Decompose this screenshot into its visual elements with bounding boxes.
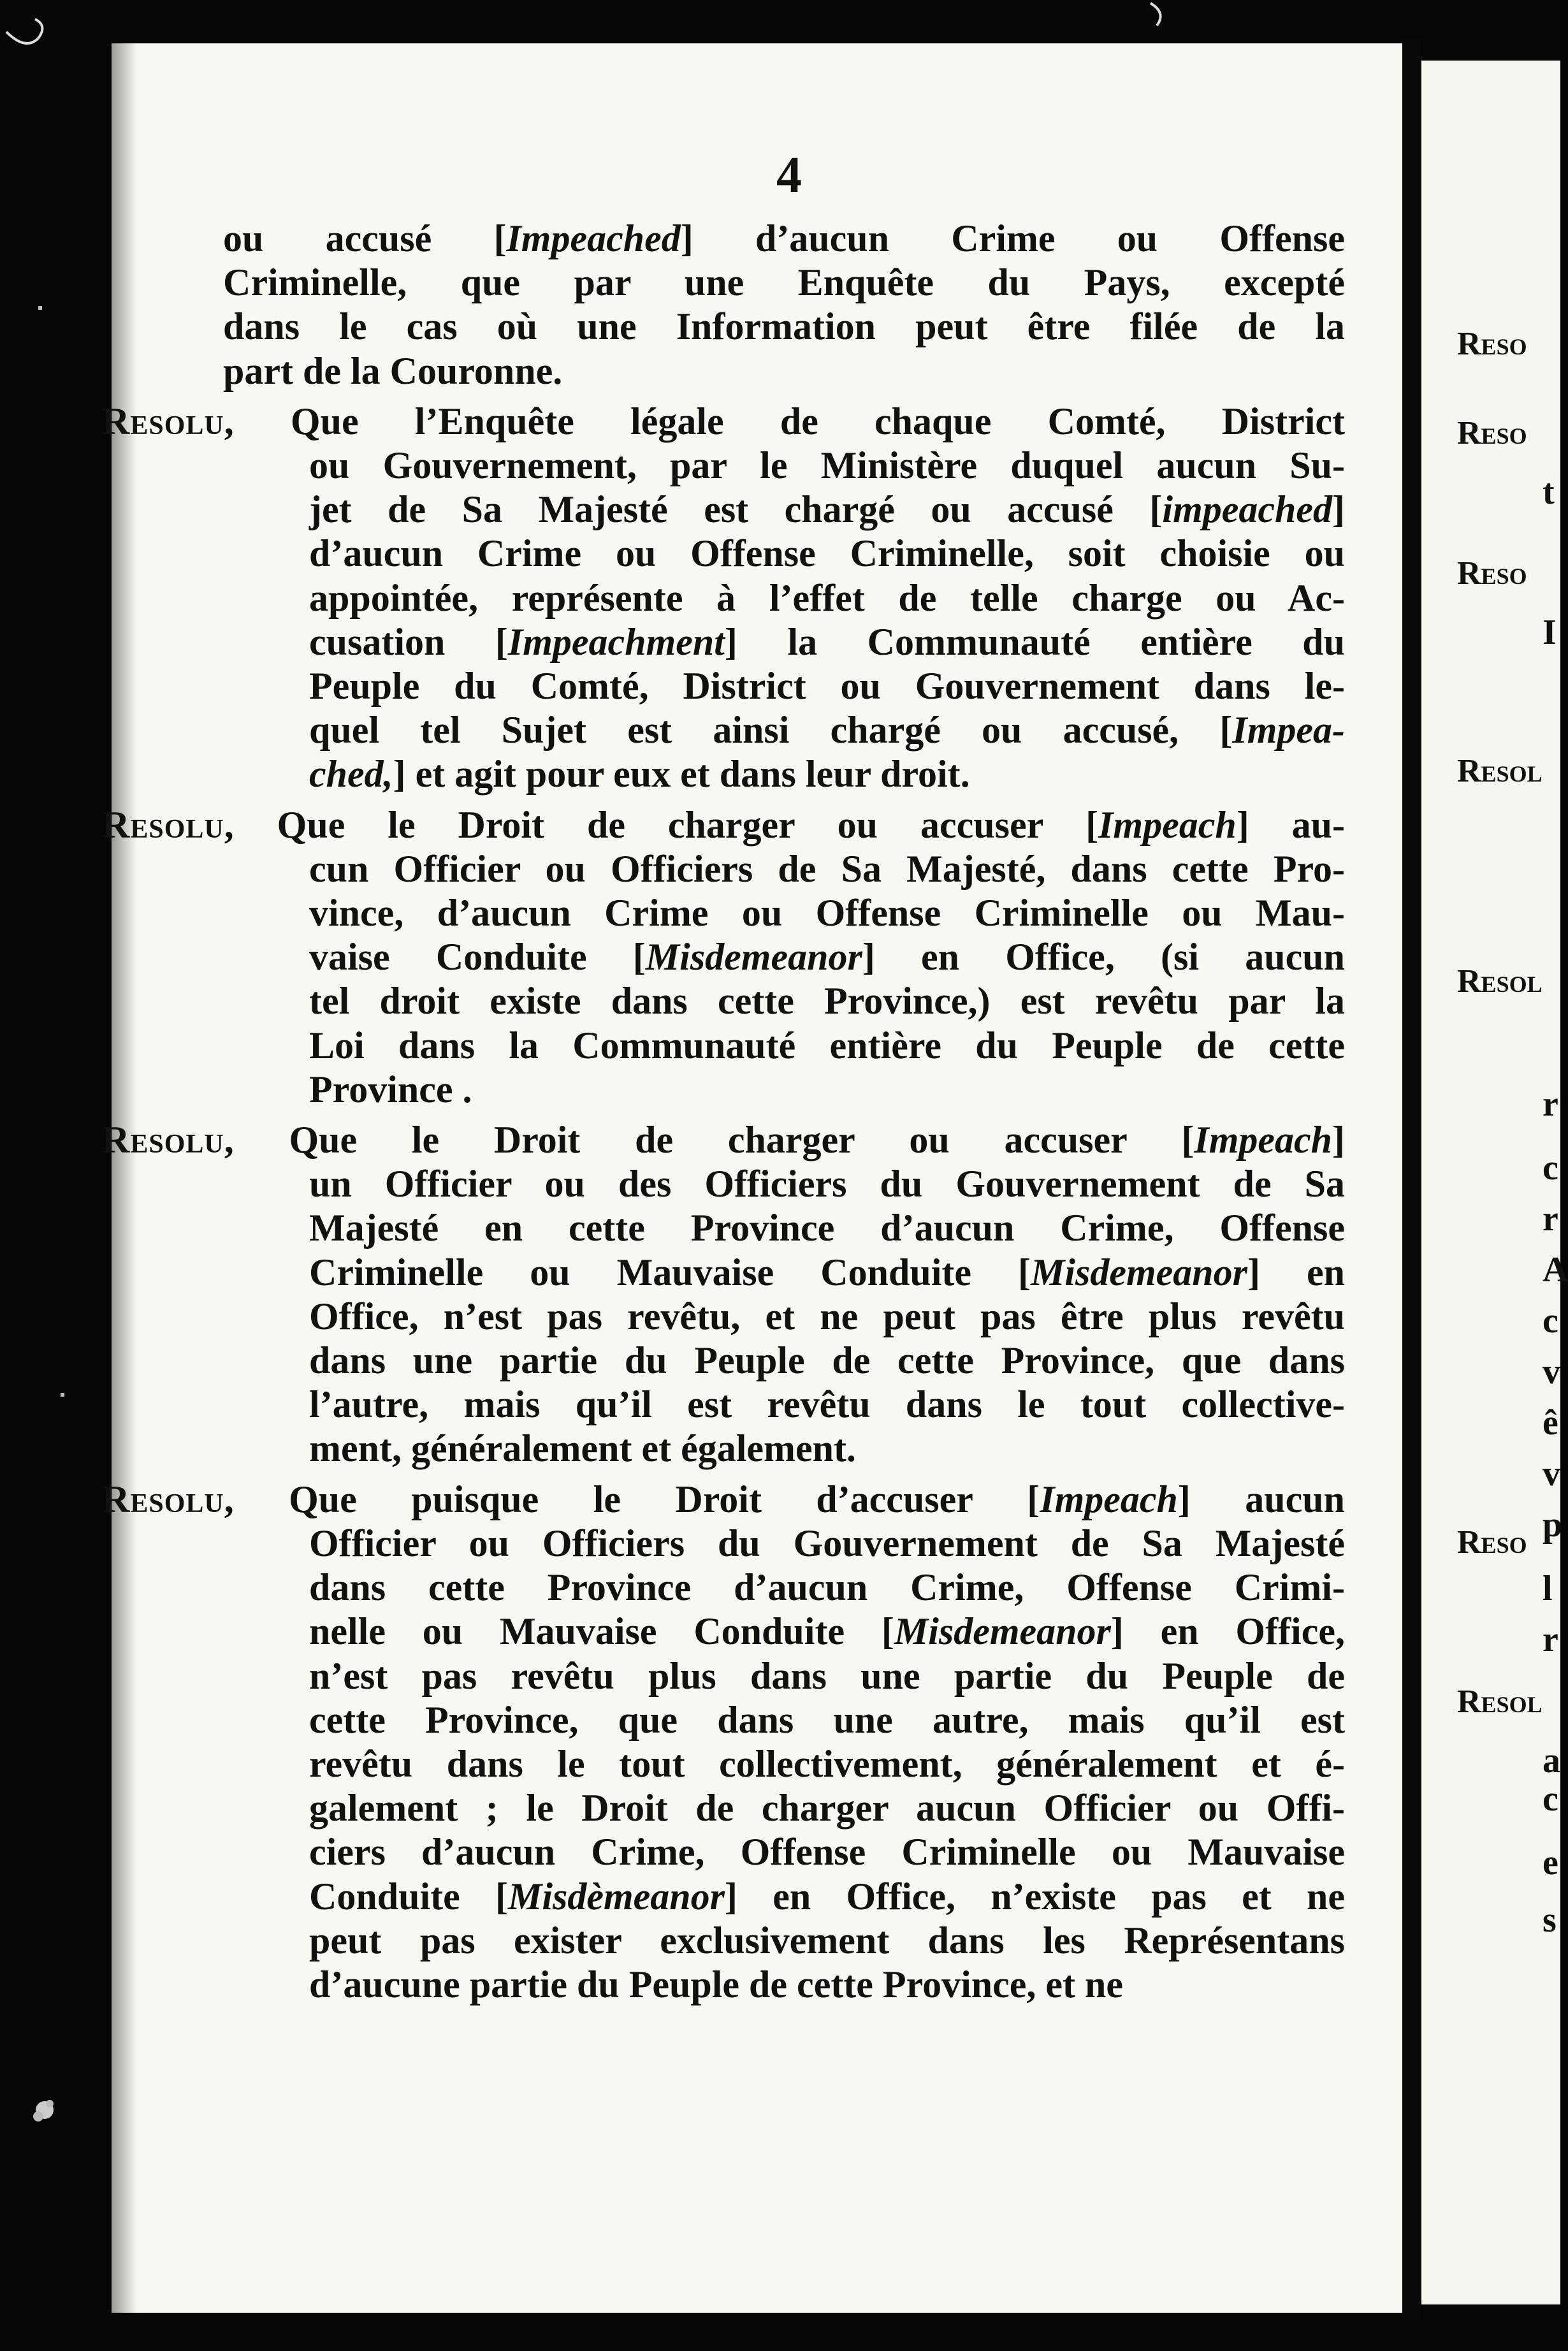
text-run: n’est pas revêtu plus dans une partie du Peuple de	[309, 1654, 1345, 1697]
text-run: quel tel Sujet est ainsi chargé ou accusé, [	[309, 709, 1233, 752]
text-run: cun Officier ou Officiers de Sa Majesté, dans cette Pro-	[309, 847, 1345, 890]
text-line	[223, 1830, 1345, 1874]
text-line	[223, 576, 1345, 620]
text-line	[223, 1383, 1345, 1427]
text-line	[223, 1251, 1345, 1295]
text-line	[223, 1654, 1345, 1698]
text-line	[223, 1919, 1345, 1963]
text-line	[223, 1610, 1345, 1654]
text-line	[223, 1339, 1345, 1383]
facing-page	[1421, 61, 1563, 2304]
text-line	[223, 217, 1345, 261]
text-run: dans cette Province d’aucun Crime, Offense Crimi-	[309, 1566, 1345, 1609]
text-line	[223, 532, 1345, 576]
resolution-paragraph	[102, 1478, 1346, 2007]
text-run: ] en Office, n’existe pas et ne	[725, 1875, 1346, 1918]
facing-page-fragment: e	[1543, 1843, 1558, 1882]
text-run: cette Province, que dans une autre, mais qu’il est	[309, 1698, 1345, 1741]
page-edge-shadow	[112, 43, 137, 2313]
page-number: 4	[776, 147, 802, 203]
facing-page-fragment: Reso	[1457, 1524, 1527, 1561]
italic-term: Misdemeanor	[894, 1610, 1111, 1653]
italic-term: Impeachment	[507, 620, 725, 663]
resolution-label: Resolu,	[102, 803, 235, 846]
text-run: ment, généralement et également.	[309, 1427, 856, 1470]
text-line	[223, 620, 1345, 664]
text-line	[223, 305, 1345, 349]
text-run: d’aucun Crime ou Offense Criminelle, soit choisie ou	[309, 532, 1345, 575]
text-run: dans le cas où une Information peut être filée de la	[223, 305, 1345, 348]
text-line	[102, 803, 1345, 847]
resolution-paragraph	[102, 803, 1345, 1112]
text-line	[223, 1566, 1345, 1610]
text-run: Criminelle, que par une Enquête du Pays, excepté	[223, 261, 1345, 304]
text-line	[223, 1875, 1345, 1919]
resolution-label: Resolu,	[102, 1119, 235, 1161]
text-line	[223, 261, 1345, 305]
facing-page-fragment: r	[1543, 1199, 1558, 1239]
body-text	[102, 217, 1346, 2007]
italic-term: Misdemeanor	[1030, 1251, 1248, 1293]
binding-gutter	[1402, 38, 1421, 2320]
text-run: ] en	[1247, 1251, 1345, 1293]
italic-term: Impeached	[506, 217, 681, 259]
text-line	[223, 1427, 1345, 1471]
italic-term: Impeach	[1098, 803, 1237, 846]
text-run: tel droit existe dans cette Province,) est revêtu par la	[309, 980, 1345, 1023]
italic-term: Misdemeanor	[645, 936, 862, 979]
text-run: ]	[1332, 488, 1345, 531]
text-line	[102, 1118, 1345, 1162]
text-line	[102, 1478, 1345, 1522]
continuation-paragraph	[223, 217, 1345, 393]
text-run: ] au-	[1236, 803, 1345, 846]
facing-page-fragment: a	[1543, 1741, 1560, 1780]
facing-page-fragment: Resol	[1457, 1684, 1543, 1720]
text-run: ] aucun	[1177, 1478, 1345, 1520]
text-run: vince, d’aucun Crime ou Offense Criminelle ou Mau-	[309, 892, 1345, 935]
text-run: ou Gouvernement, par le Ministère duquel aucun Su-	[309, 444, 1345, 487]
facing-page-fragment: Resol	[1457, 963, 1543, 1000]
text-run: peut pas exister exclusivement dans les Représentans	[309, 1919, 1345, 1962]
text-run: ]	[1332, 1119, 1345, 1161]
resolution-label: Resolu,	[102, 1478, 235, 1520]
text-line	[223, 708, 1345, 752]
text-line	[223, 979, 1345, 1023]
text-run: ] d’aucun Crime ou Offense	[680, 217, 1345, 259]
text-line	[223, 935, 1345, 979]
facing-page-fragment: r	[1543, 1620, 1558, 1659]
text-run: ] la Communauté entière du	[724, 620, 1345, 663]
text-run: appointée, représente à l’effet de telle charge ou Ac-	[309, 576, 1345, 619]
text-run: ou accusé [	[223, 217, 507, 259]
facing-page-fragment: Resol	[1457, 753, 1543, 789]
resolution-label: Resolu,	[102, 400, 235, 442]
text-run: Province .	[309, 1068, 472, 1110]
text-line	[223, 1963, 1345, 2007]
facing-page-fragment: c	[1543, 1148, 1558, 1188]
text-run: Office, n’est pas revêtu, et ne peut pas être plus revêtu	[309, 1295, 1345, 1337]
text-line	[102, 400, 1345, 444]
text-run: ] en Office, (si aucun	[862, 936, 1345, 979]
text-line	[223, 1295, 1345, 1339]
text-line	[223, 444, 1345, 488]
italic-term: impeached	[1162, 488, 1333, 531]
facing-page-fragment: I	[1543, 613, 1557, 652]
italic-term: Impeach	[1194, 1119, 1333, 1161]
text-run: jet de Sa Majesté est chargé ou accusé [	[309, 488, 1163, 531]
text-line	[223, 1162, 1345, 1206]
text-line	[223, 891, 1345, 935]
text-run: Officier ou Officiers du Gouvernement de Sa Majesté	[309, 1522, 1345, 1564]
text-run: revêtu dans le tout collectivement, généralement et é-	[309, 1742, 1345, 1785]
italic-term: Impeach	[1040, 1478, 1178, 1520]
text-run: Criminelle ou Mauvaise Conduite [	[309, 1251, 1031, 1293]
text-line	[223, 488, 1345, 532]
text-line	[223, 1522, 1345, 1566]
facing-page-fragment: t	[1543, 472, 1555, 512]
facing-page-fragment: Reso	[1457, 415, 1527, 451]
text-run: Que le Droit de charger ou accuser [	[234, 1119, 1194, 1161]
facing-page-fragment: s	[1543, 1900, 1557, 1940]
text-run: un Officier ou des Officiers du Gouvernement de Sa	[309, 1163, 1345, 1205]
facing-page-fragment: c	[1543, 1779, 1558, 1819]
italic-term: ched,	[309, 753, 393, 796]
facing-page-fragment: v	[1543, 1454, 1560, 1494]
facing-page-fragment: r	[1543, 1084, 1558, 1124]
facing-page-fragment: Reso	[1457, 555, 1527, 592]
text-run: ] et agit pour eux et dans leur droit.	[393, 753, 970, 796]
resolution-paragraph	[102, 400, 1345, 797]
text-run: ciers d’aucun Crime, Offense Criminelle ou Mauvaise	[309, 1831, 1345, 1874]
facing-page-fragment: ê	[1543, 1403, 1558, 1443]
text-run: Majesté en cette Province d’aucun Crime, Offense	[309, 1207, 1345, 1249]
text-line	[223, 349, 1345, 393]
text-line	[223, 1024, 1345, 1068]
text-line	[223, 1742, 1345, 1786]
text-line	[223, 1206, 1345, 1250]
text-line	[223, 752, 1345, 796]
text-run: Que puisque le Droit d’accuser [	[234, 1478, 1040, 1520]
facing-page-fragment: l	[1543, 1569, 1553, 1608]
facing-page-fragment: v	[1543, 1352, 1560, 1392]
text-run: galement ; le Droit de charger aucun Officier ou Offi-	[309, 1787, 1345, 1830]
text-run: nelle ou Mauvaise Conduite [	[309, 1610, 894, 1653]
text-run: vaise Conduite [	[309, 936, 646, 979]
text-run: ] en Office,	[1110, 1610, 1345, 1653]
text-run: Que le Droit de charger ou accuser [	[234, 803, 1099, 846]
facing-page-fragment: c	[1543, 1301, 1558, 1341]
text-run: Peuple du Comté, District ou Gouvernement dans le-	[309, 665, 1345, 708]
text-run: Loi dans la Communauté entière du Peuple de cette	[309, 1024, 1345, 1066]
text-run: Que l’Enquête légale de chaque Comté, District	[234, 400, 1345, 442]
text-run: Conduite [	[309, 1875, 508, 1918]
text-line	[223, 847, 1345, 891]
text-line	[223, 664, 1345, 708]
text-run: cusation [	[309, 620, 508, 663]
text-line	[223, 1068, 1345, 1112]
text-line	[223, 1786, 1345, 1830]
text-run: d’aucune partie du Peuple de cette Province, et ne	[309, 1963, 1124, 2005]
text-run: dans une partie du Peuple de cette Province, que dans	[309, 1339, 1345, 1382]
italic-term: Impea-	[1232, 709, 1345, 752]
italic-term: Misdèmeanor	[507, 1875, 725, 1918]
text-run: l’autre, mais qu’il est revêtu dans le tout collective-	[309, 1383, 1345, 1426]
facing-page-fragment: A	[1543, 1250, 1568, 1290]
facing-page-fragment: Reso	[1457, 326, 1527, 362]
text-line	[223, 1698, 1345, 1742]
text-run: part de la Couronne.	[223, 349, 563, 392]
resolution-paragraph	[102, 1118, 1345, 1471]
facing-page-fragment: p	[1543, 1505, 1563, 1545]
